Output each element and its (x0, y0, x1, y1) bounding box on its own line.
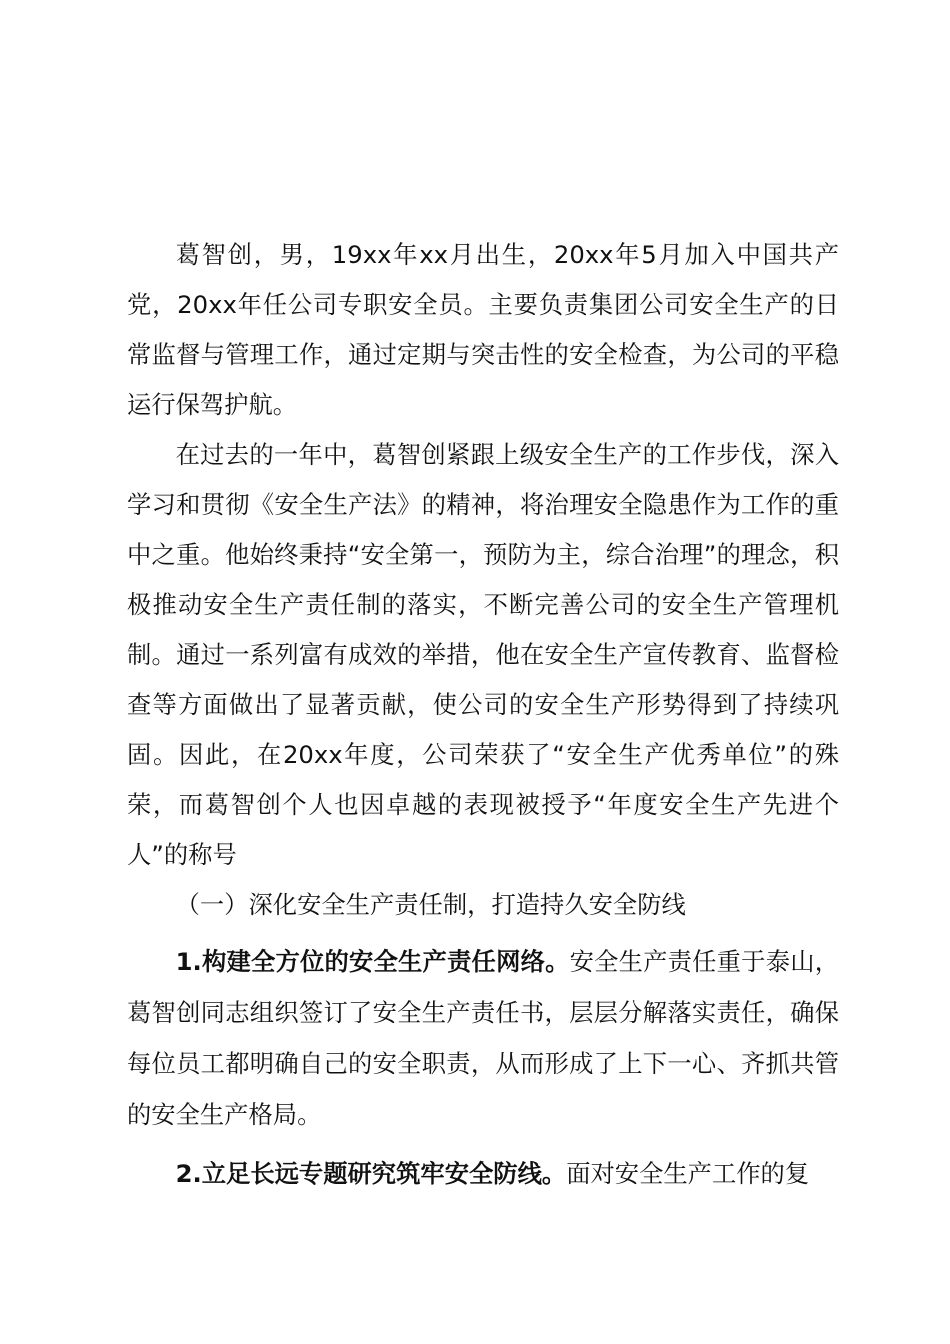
list-item (127, 1148, 839, 1199)
profile-paragraph: 葛智创，男，19xx年xx月出生，20xx年5月加入中国共产党，20xx年任公司专职安全员。主要负责集团公司安全生产的日常监督与管理工作，通过定期与突击性的安全检查，为公司的平稳运行保驾护航。 (127, 240, 839, 419)
section-heading: （一）深化安全生产责任制，打造持久安全防线 (175, 890, 686, 919)
list-item (127, 936, 839, 1140)
achievement-paragraph: 在过去的一年中，葛智创紧跟上级安全生产的工作步伐，深入学习和贯彻《安全生产法》的精神，将治理安全隐患作为工作的重中之重。他始终秉持“安全第一，预防为主，综合治理”的理念，积极推动安全生产责任制的落实，不断完善公司的安全生产管理机制。通过一系列富有成效的举措，他在安全生产宣传教育、监督检查等方面做出了显著贡献，使公司的安全生产形势得到了持续巩固。因此，在20xx年度，公司荣获了“安全生产优秀单位”的殊荣，而葛智创个人也因卓越的表现被授予“年度安全生产先进个人”的称号 (127, 440, 839, 869)
item-lead: 2.立足长远专题研究筑牢安全防线。 (175, 1159, 567, 1188)
document-body (127, 230, 839, 1199)
item-lead: 1.构建全方位的安全生产责任网络。 (175, 947, 570, 976)
item-text: 面对安全生产工作的复 (566, 1159, 810, 1188)
item-text: 安全生产责任重于泰山，葛智创同志组织签订了安全生产责任书，层层分解落实责任，确保每位员工都明确自己的安全职责，从而形成了上下一心、齐抓共管的安全生产格局。 (127, 947, 840, 1129)
